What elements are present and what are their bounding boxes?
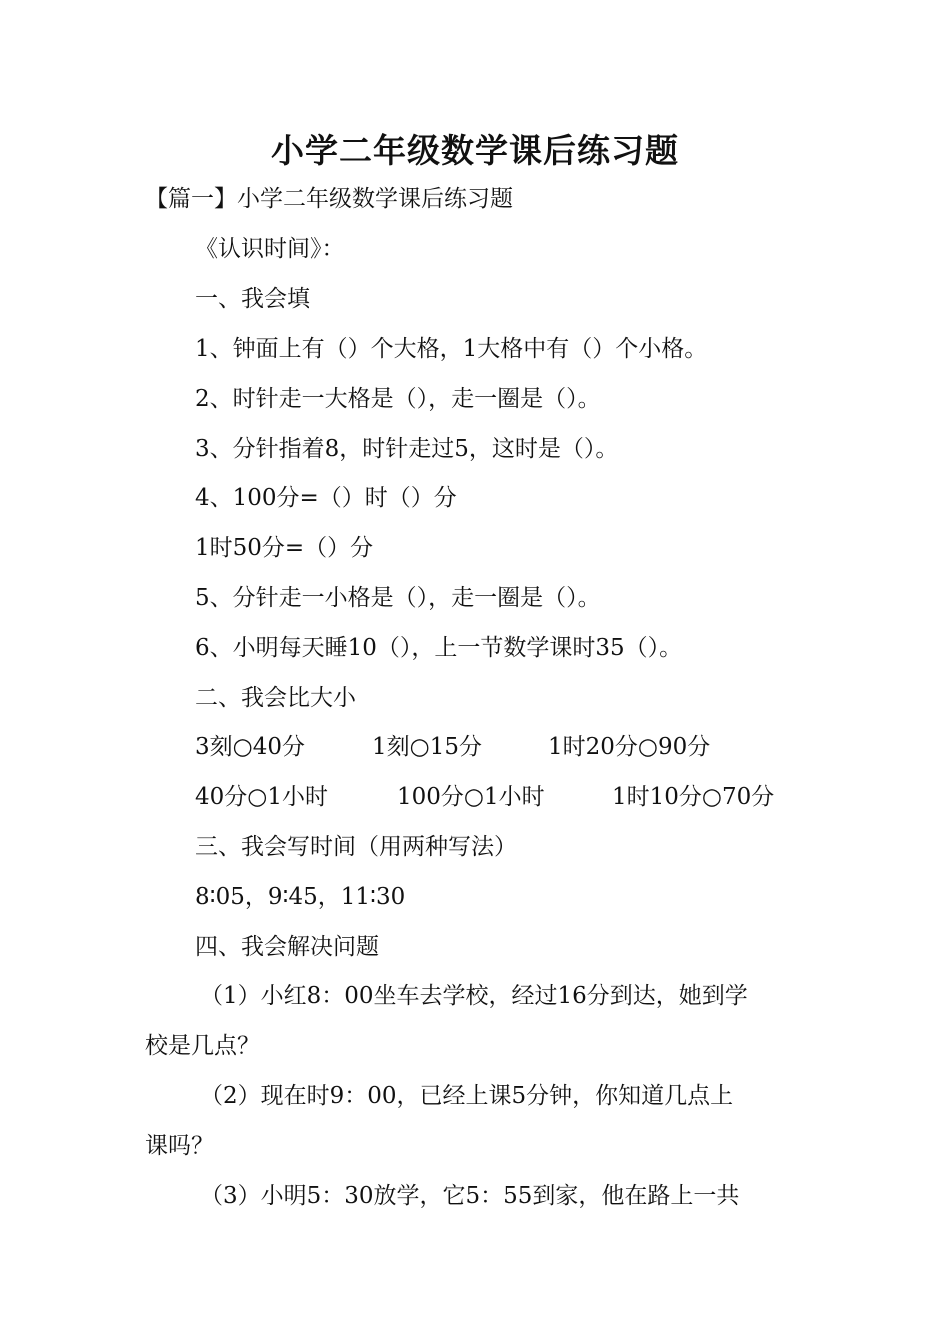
compare-item: 1刻○15分 — [372, 734, 482, 760]
article-heading: 【篇一】小学二年级数学课后练习题 — [145, 186, 513, 212]
compare-item: 3刻○40分 — [195, 734, 305, 760]
compare-item: 40分○1小时 — [195, 784, 328, 810]
document-title: 小学二年级数学课后练习题 — [271, 131, 679, 170]
problem-1-line-1: （1）小红8：00坐车去学校，经过16分到达，她到学 — [200, 983, 748, 1009]
fill-item-4: 4、100分=（）时（）分 — [195, 485, 457, 511]
problem-1-line-2: 校是几点？ — [145, 1033, 260, 1059]
compare-item: 100分○1小时 — [397, 784, 545, 810]
compare-item: 1时20分○90分 — [548, 734, 711, 760]
section-1-heading: 一、我会填 — [195, 286, 310, 312]
section-2-heading: 二、我会比大小 — [195, 685, 356, 711]
compare-item: 1时10分○70分 — [612, 784, 775, 810]
problem-3-line-1: （3）小明5：30放学，它5：55到家，他在路上一共 — [200, 1183, 740, 1209]
section-4-heading: 四、我会解决问题 — [195, 934, 379, 960]
problem-2-line-1: （2）现在时9：00，已经上课5分钟，你知道几点上 — [200, 1083, 734, 1109]
fill-item-4b: 1时50分=（）分 — [195, 535, 374, 561]
fill-item-2: 2、时针走一大格是（），走一圈是（）。 — [195, 386, 601, 412]
problem-2-line-2: 课吗？ — [145, 1133, 214, 1159]
time-list: 8∶05，9∶45，11∶30 — [195, 884, 406, 910]
lesson-title: 《认识时间》： — [195, 236, 345, 262]
fill-item-3: 3、分针指着8，时针走过5，这时是（）。 — [195, 436, 619, 462]
section-3-heading: 三、我会写时间（用两种写法） — [195, 834, 517, 860]
fill-item-6: 6、小明每天睡10（），上一节数学课时35（）。 — [195, 635, 683, 661]
fill-item-5: 5、分针走一小格是（），走一圈是（）。 — [195, 585, 601, 611]
fill-item-1: 1、钟面上有（）个大格，1大格中有（）个小格。 — [195, 336, 708, 362]
